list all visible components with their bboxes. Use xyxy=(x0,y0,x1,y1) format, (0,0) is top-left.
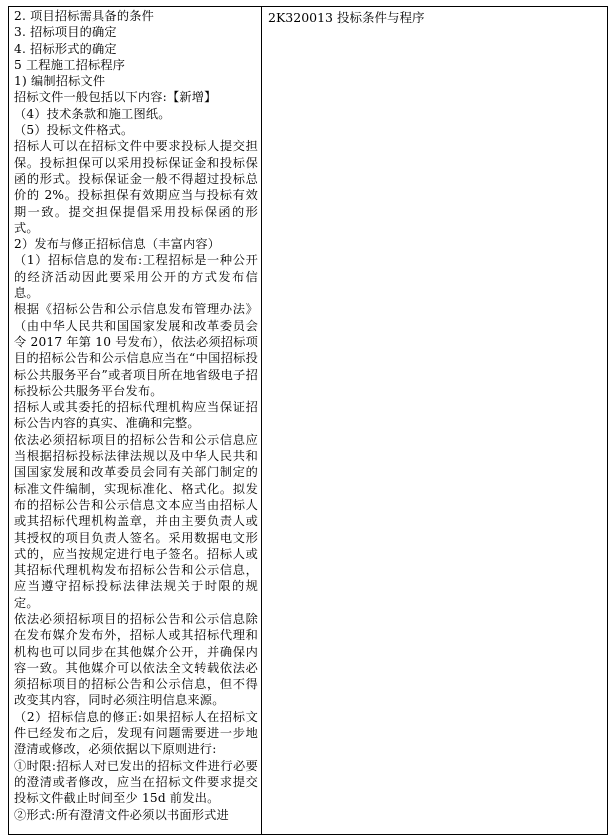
line-5: 1) 编制招标文件 xyxy=(14,74,106,89)
paragraph-form: ②形式:所有澄清文件必须以书面形式进 xyxy=(14,807,229,822)
paragraph-timelimit: ①时限:招标人对已发出的招标文件进行必要的澄清或者修改，应当在招标文件要求提交投标文件截止时间至少 15d 前发出。 xyxy=(14,758,258,806)
line-1: 2. 项目招标需具备的条件 xyxy=(14,9,154,23)
paragraph-guarantee: 招标人可以在招标文件中要求投标人提交担保。投标担保可以采用投标保证金和投标保函的形式。投标保证金一般不得超过投标总价的 2%。投标担保有效期应当与投标有效期一致。提交担保提倡采用投标保函的形式。 xyxy=(14,139,258,235)
line-4: 5 工程施工招标程序 xyxy=(14,57,126,72)
line-2: 3. 招标项目的确定 xyxy=(14,25,117,40)
content-table xyxy=(8,6,608,835)
paragraph-publish: （1）招标信息的发布:工程招标是一种公开的经济活动因此要采用公开的方式发布信息。 xyxy=(14,253,258,301)
section-title: 2K320013 投标条件与程序 xyxy=(268,10,425,25)
paragraph-standard: 依法必须招标项目的招标公告和公示信息应当根据招标投标法律法规以及中华人民共和国国家发展和改革委员会同有关部门制定的标准文件编制，实现标准化、格式化。拟发布的招标公告和公示信息文本应当由招标人或其招标代理机构盖章，并由主要负责人或其授权的项目负责人签名。采用数据电文形式的，应当按规定进行电子签名。招标人或其招标代理机构发布招标公告和公示信息，应当遵守招标投标法律法规关于时限的规定。 xyxy=(14,432,258,610)
line-7: （4）技术条款和施工图纸。 xyxy=(14,106,171,121)
paragraph-media: 依法必须招标项目的招标公告和公示信息除在发布媒介发布外，招标人或其招标代理和机构也可以同步在其他媒介公开，并确保内容一致。其他媒介可以依法全文转载依法必须招标项目的招标公告和公示信息，但不得改变其内容，同时必须注明信息来源。 xyxy=(14,611,258,708)
paragraph-regulation: 根据《招标公告和公示信息发布管理办法》（由中华人民共和国国家发展和改革委员会令 2017 年第 10 号发布），依法必须招标项目的招标公告和公示信息应当在“中国招标投标公共服务平台”或者项目所在地省级电子招标投标公共服务平台发布。 xyxy=(14,302,258,398)
paragraph-amend: （2）招标信息的修正:如果招标人在招标文件已经发布之后，发现有问题需要进一步地澄清或修改，必须依据以下原则进行: xyxy=(14,709,258,757)
left-column xyxy=(9,7,262,834)
line-8: （5）投标文件格式。 xyxy=(14,123,134,138)
line-6: 招标文件一般包括以下内容:【新增】 xyxy=(14,90,217,105)
right-column xyxy=(262,7,607,834)
paragraph-accuracy: 招标人或其委托的招标代理机构应当保证招标公告内容的真实、准确和完整。 xyxy=(14,400,258,431)
heading-publish: 2）发布与修正招标信息（丰富内容） xyxy=(14,237,221,252)
line-3: 4. 招标形式的确定 xyxy=(14,41,117,56)
